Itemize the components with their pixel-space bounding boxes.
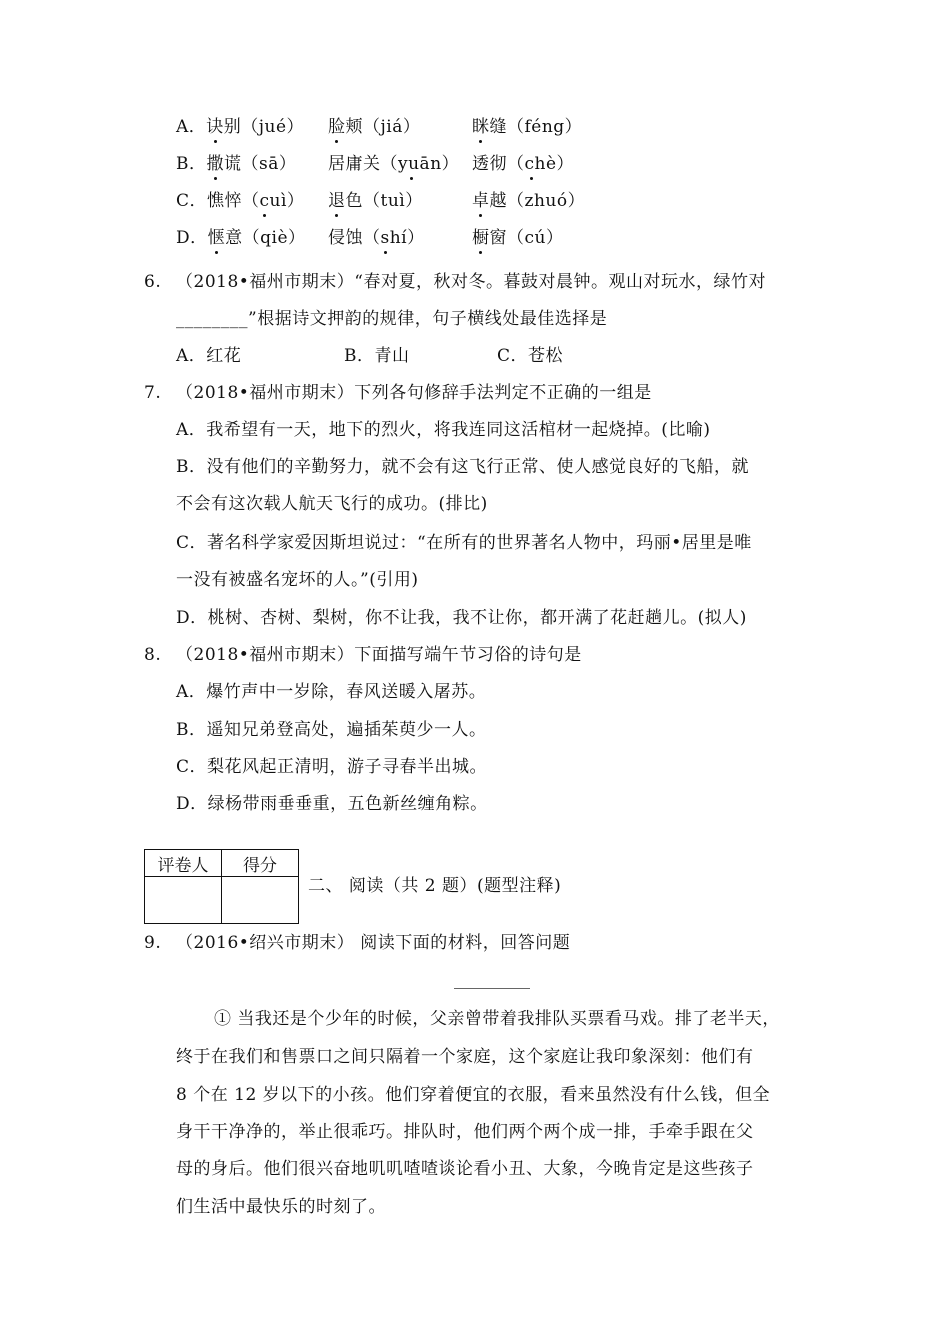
dotted-char: 卓 [472, 191, 490, 211]
score-table-cell-grader [145, 877, 222, 924]
q8-option-b: B．遥知兄弟登高处，遍插茱萸少一人。 [176, 720, 487, 740]
q9-number: 9. [144, 933, 162, 953]
q6-option-c: C．苍松 [497, 346, 564, 366]
q8-number: 8. [144, 645, 162, 665]
pinyin-text: 色（tuì） [345, 191, 423, 211]
dotted-char: 脸 [328, 117, 346, 137]
q6-option-b: B．青山 [344, 346, 410, 366]
passage-line: 终于在我们和售票口之间只隔着一个家庭，这个家庭让我印象深刻：他们有 [176, 1047, 754, 1067]
passage-line: 母的身后。他们很兴奋地叽叽喳喳谈论看小丑、大象，今晚肯定是这些孩子 [176, 1159, 754, 1179]
dotted-char: 惬 [207, 228, 226, 248]
plain-text: 憔 [207, 191, 225, 211]
plain-text: 透 [472, 154, 490, 174]
option-letter: D． [176, 228, 208, 248]
dotted-char: 退 [328, 191, 346, 211]
pinyin-text: 颊（jiá） [345, 117, 421, 137]
score-table-header-grader: 评卷人 [145, 850, 222, 877]
title-divider [454, 988, 530, 989]
q8-stem: （2018•福州市期末）下面描写端午节习俗的诗句是 [176, 645, 582, 665]
option-letter: B． [176, 154, 207, 174]
dotted-char: 悴（cuì） [224, 191, 305, 211]
q7-option-d: D．桃树、杏树、梨树，你不让我，我不让你，都开满了花赶趟儿。(拟人) [176, 608, 747, 628]
pinyin-text: 谎（sā） [224, 154, 297, 174]
dotted-char: 彻（chè） [489, 154, 575, 174]
q7-option-a: A．我希望有一天，地下的烈火，将我连同这活棺材一起烧掉。(比喻) [176, 420, 711, 440]
score-table-header-score: 得分 [222, 850, 299, 877]
pinyin-text: 缝（féng） [489, 117, 583, 137]
option-letter: A． [176, 117, 207, 137]
dotted-char: 关（yuān） [363, 154, 460, 174]
pinyin-text: 别（jué） [223, 117, 305, 137]
plain-text: 居庸 [328, 154, 363, 174]
dotted-char: 蚀（shí） [345, 228, 425, 248]
pinyin-text: 越（zhuó） [489, 191, 586, 211]
q6-option-a: A．红花 [176, 346, 242, 366]
passage-line: 身干干净净的，举止很乖巧。排队时，他们两个两个成一排，手牵手跟在父 [176, 1122, 754, 1142]
q7-stem: （2018•福州市期末）下列各句修辞手法判定不正确的一组是 [176, 383, 652, 403]
dotted-char: 诀 [206, 117, 224, 137]
passage-line: 8 个在 12 岁以下的小孩。他们穿着便宜的衣服，看来虽然没有什么钱，但全 [176, 1085, 771, 1105]
q8-option-a: A．爆竹声中一岁除，春风送暖入屠苏。 [176, 682, 487, 702]
q8-option-d: D．绿杨带雨垂垂重，五色新丝缠角粽。 [176, 794, 488, 814]
section-title: 二、 阅读（共 2 题）(题型注释) [308, 876, 562, 896]
score-table [144, 849, 299, 924]
option-letter: C． [176, 191, 208, 211]
q6-stem-line1: （2018•福州市期末）“春对夏，秋对冬。暮鼓对晨钟。观山对玩水，绿竹对 [176, 272, 766, 292]
q9-stem: （2016•绍兴市期末） 阅读下面的材料，回答问题 [176, 933, 571, 953]
pinyin-text: 意（qiè） [225, 228, 306, 248]
q5-option-a [176, 116, 583, 138]
q7-option-c-line2: 一没有被盛名宠坏的人。”(引用) [176, 570, 419, 590]
dotted-char: 眯 [472, 117, 490, 137]
q8-option-c: C．梨花风起正清明，游子寻春半出城。 [176, 757, 488, 777]
q7-number: 7. [144, 383, 162, 403]
q6-number: 6. [144, 272, 162, 292]
q7-option-b-line2: 不会有这次载人航天飞行的成功。(排比) [176, 494, 488, 514]
q7-option-b-line1: B．没有他们的辛勤努力，就不会有这飞行正常、使人感觉良好的飞船，就 [176, 457, 749, 477]
q5-option-b [176, 153, 575, 175]
dotted-char: 撒 [206, 154, 224, 174]
dotted-char: 橱 [472, 228, 490, 248]
plain-text: 侵 [328, 228, 346, 248]
q5-option-d [176, 227, 564, 249]
q5-option-c [176, 190, 586, 212]
q7-option-c-line1: C．著名科学家爱因斯坦说过：“在所有的世界著名人物中，玛丽•居里是唯 [176, 533, 752, 553]
pinyin-text: 窗（cú） [489, 228, 564, 248]
score-table-cell-score [222, 877, 299, 924]
passage-line: 们生活中最快乐的时刻了。 [176, 1197, 386, 1217]
q6-stem-line2: ________”根据诗文押韵的规律，句子横线处最佳选择是 [176, 309, 608, 329]
passage-line: ① 当我还是个少年的时候，父亲曾带着我排队买票看马戏。排了老半天， [214, 1009, 780, 1029]
